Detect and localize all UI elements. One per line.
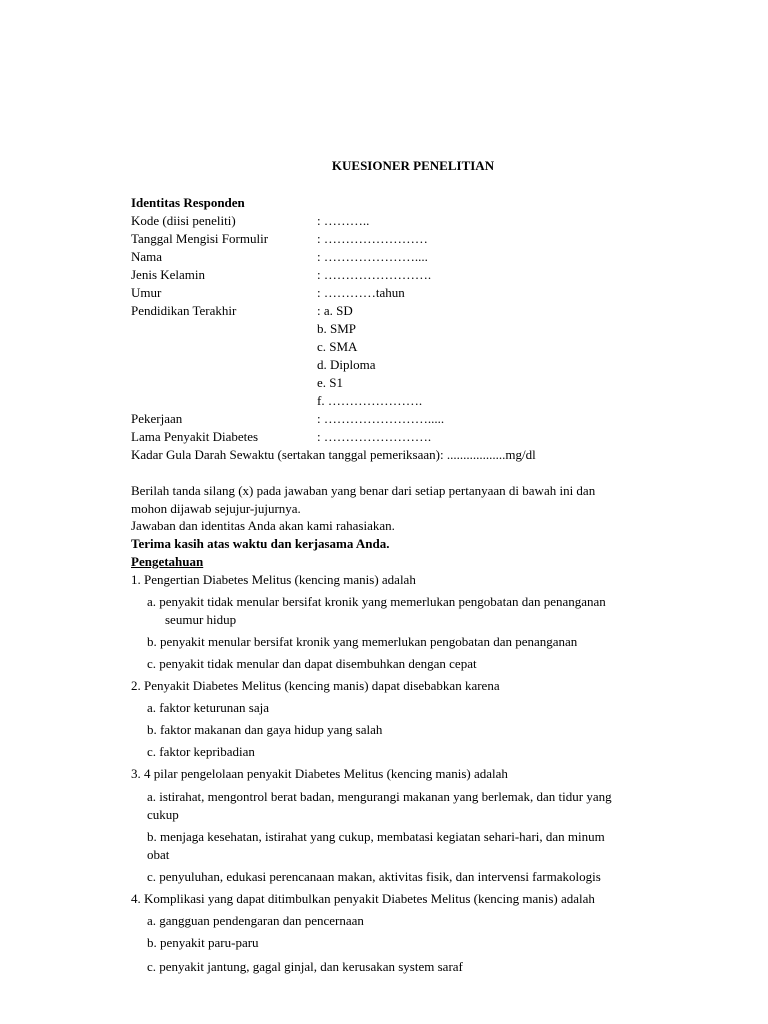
field-value-kode: : ……….. xyxy=(317,213,370,228)
answer-option-4b[interactable]: b. penyakit paru-paru xyxy=(147,935,259,950)
page-title: KUESIONER PENELITIAN xyxy=(331,158,495,173)
field-label-kode: Kode (diisi peneliti) xyxy=(131,213,236,228)
field-label-lama-penyakit: Lama Penyakit Diabetes xyxy=(131,429,259,444)
question-1: 1. Pengertian Diabetes Melitus (kencing manis) adalah xyxy=(131,572,416,587)
answer-option-2a[interactable]: a. faktor keturunan saja xyxy=(147,700,270,715)
answer-option-1a-cont: seumur hidup xyxy=(165,612,237,627)
field-label-jenis-kelamin: Jenis Kelamin xyxy=(131,267,206,282)
question-3: 3. 4 pilar pengelolaan penyakit Diabetes Melitus (kencing manis) adalah xyxy=(131,766,508,781)
answer-option-2c[interactable]: c. faktor kepribadian xyxy=(147,744,255,759)
answer-option-4c[interactable]: c. penyakit jantung, gagal ginjal, dan kerusakan system saraf xyxy=(147,959,463,974)
answer-option-3c[interactable]: c. penyuluhan, edukasi perencanaan makan, aktivitas fisik, dan intervensi farmakologis xyxy=(147,869,601,884)
answer-option-3a-cont: cukup xyxy=(147,807,179,822)
answer-option-1a[interactable]: a. penyakit tidak menular bersifat kronik yang memerlukan pengobatan dan penanganan xyxy=(147,594,606,609)
field-label-tanggal: Tanggal Mengisi Formulir xyxy=(131,231,269,246)
field-label-pekerjaan: Pekerjaan xyxy=(131,411,183,426)
answer-option-3a[interactable]: a. istirahat, mengontrol berat badan, mengurangi makanan yang berlemak, dan tidur yang xyxy=(147,789,612,804)
field-label-pendidikan: Pendidikan Terakhir xyxy=(131,303,237,318)
instruction-line: Berilah tanda silang (x) pada jawaban yang benar dari setiap pertanyaan di bawah ini dan xyxy=(131,483,596,498)
education-option: b. SMP xyxy=(317,321,357,336)
thanks-text: Terima kasih atas waktu dan kerjasama Anda. xyxy=(131,536,390,551)
answer-option-1c[interactable]: c. penyakit tidak menular dan dapat disembuhkan dengan cepat xyxy=(147,656,477,671)
instruction-line: mohon dijawab sejujur-jujurnya. xyxy=(131,501,301,516)
education-option: f. …………………. xyxy=(317,393,423,408)
blood-sugar-field: Kadar Gula Darah Sewaktu (sertakan tanggal pemeriksaan): ..................mg/dl xyxy=(131,447,536,462)
section-heading: Pengetahuan xyxy=(131,554,204,569)
question-2: 2. Penyakit Diabetes Melitus (kencing manis) dapat disebabkan karena xyxy=(131,678,500,693)
field-value-pekerjaan: : ……………………..... xyxy=(317,411,445,426)
answer-option-3b-cont: obat xyxy=(147,847,170,862)
field-value-nama: : ………………….... xyxy=(317,249,428,264)
identity-heading: Identitas Responden xyxy=(131,195,245,210)
answer-option-3b[interactable]: b. menjaga kesehatan, istirahat yang cukup, membatasi kegiatan sehari-hari, dan minum xyxy=(147,829,605,844)
education-option: e. S1 xyxy=(317,375,343,390)
field-value-tanggal: : …………………… xyxy=(317,231,428,246)
field-value-umur: : …………tahun xyxy=(317,285,405,300)
answer-option-4a[interactable]: a. gangguan pendengaran dan pencernaan xyxy=(147,913,364,928)
question-4: 4. Komplikasi yang dapat ditimbulkan penyakit Diabetes Melitus (kencing manis) adalah xyxy=(131,891,595,906)
field-label-umur: Umur xyxy=(131,285,162,300)
education-option: c. SMA xyxy=(317,339,358,354)
field-label-nama: Nama xyxy=(131,249,163,264)
answer-option-1b[interactable]: b. penyakit menular bersifat kronik yang memerlukan pengobatan dan penanganan xyxy=(147,634,578,649)
field-value-lama-penyakit: : ……………………. xyxy=(317,429,432,444)
field-value-pendidikan: : a. SD xyxy=(317,303,353,318)
education-option: d. Diploma xyxy=(317,357,376,372)
field-value-jenis-kelamin: : ……………………. xyxy=(317,267,432,282)
answer-option-2b[interactable]: b. faktor makanan dan gaya hidup yang salah xyxy=(147,722,383,737)
instruction-line: Jawaban dan identitas Anda akan kami rahasiakan. xyxy=(131,518,395,533)
